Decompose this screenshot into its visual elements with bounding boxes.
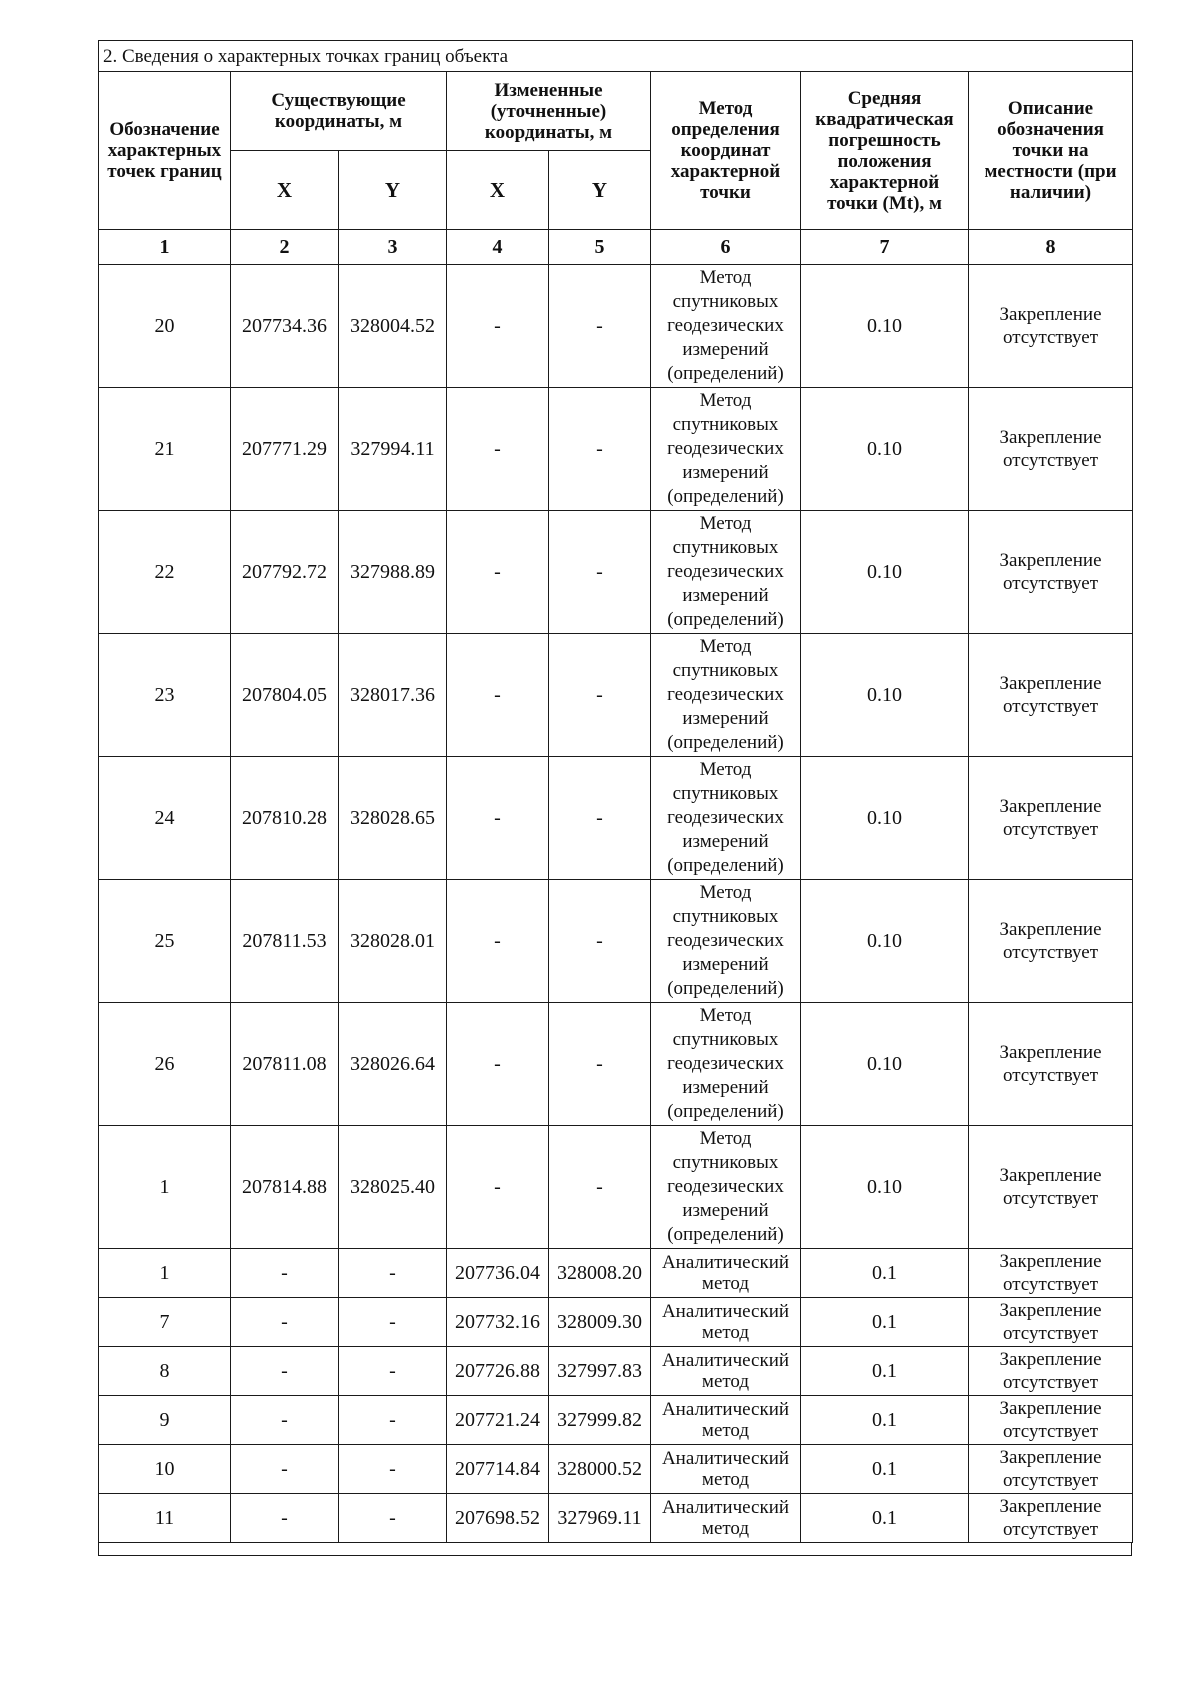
changed-y-cell: 328000.52 — [549, 1445, 651, 1494]
table-row — [99, 880, 1133, 1003]
column-number: 3 — [339, 230, 447, 265]
description-cell: Закрепление отсутствует — [969, 265, 1133, 388]
existing-y-cell: - — [339, 1396, 447, 1445]
method-cell: Аналитический метод — [651, 1347, 801, 1396]
header-error: Средняя квадратическая погрешность положения характерной точки (Mt), м — [801, 72, 969, 230]
section-title: 2. Сведения о характерных точках границ объекта — [99, 41, 1133, 72]
error-cell: 0.10 — [801, 1003, 969, 1126]
description-cell: Закрепление отсутствует — [969, 1396, 1133, 1445]
method-cell: Аналитический метод — [651, 1445, 801, 1494]
point-designation-cell: 23 — [99, 634, 231, 757]
description-cell: Закрепление отсутствует — [969, 511, 1133, 634]
header-existing-coordinates: Существующие координаты, м — [231, 72, 447, 151]
error-cell: 0.10 — [801, 757, 969, 880]
point-designation-cell: 24 — [99, 757, 231, 880]
changed-y-cell: - — [549, 1126, 651, 1249]
error-cell: 0.1 — [801, 1298, 969, 1347]
existing-x-cell: - — [231, 1249, 339, 1298]
table-row — [99, 1445, 1133, 1494]
changed-x-cell: - — [447, 757, 549, 880]
changed-x-cell: 207721.24 — [447, 1396, 549, 1445]
point-designation-cell: 7 — [99, 1298, 231, 1347]
description-cell: Закрепление отсутствует — [969, 880, 1133, 1003]
table-row — [99, 757, 1133, 880]
description-cell: Закрепление отсутствует — [969, 1298, 1133, 1347]
error-cell: 0.10 — [801, 1126, 969, 1249]
table-row — [99, 634, 1133, 757]
header-method: Метод определения координат характерной точки — [651, 72, 801, 230]
method-cell: Метод спутниковых геодезических измерений (определений) — [651, 1126, 801, 1249]
existing-y-cell: - — [339, 1445, 447, 1494]
header-changed-coordinates: Измененные (уточненные) координаты, м — [447, 72, 651, 151]
description-cell: Закрепление отсутствует — [969, 1347, 1133, 1396]
changed-y-cell: - — [549, 511, 651, 634]
changed-x-cell: 207726.88 — [447, 1347, 549, 1396]
existing-x-cell: 207811.08 — [231, 1003, 339, 1126]
method-cell: Аналитический метод — [651, 1298, 801, 1347]
error-cell: 0.1 — [801, 1347, 969, 1396]
error-cell: 0.1 — [801, 1445, 969, 1494]
point-designation-cell: 26 — [99, 1003, 231, 1126]
header-changed-x: X — [447, 151, 549, 230]
changed-y-cell: 328008.20 — [549, 1249, 651, 1298]
column-number: 1 — [99, 230, 231, 265]
description-cell: Закрепление отсутствует — [969, 1126, 1133, 1249]
table-body — [99, 265, 1133, 1543]
method-cell: Аналитический метод — [651, 1494, 801, 1543]
method-cell: Метод спутниковых геодезических измерений (определений) — [651, 1003, 801, 1126]
error-cell: 0.10 — [801, 511, 969, 634]
existing-y-cell: - — [339, 1298, 447, 1347]
error-cell: 0.10 — [801, 880, 969, 1003]
table-row — [99, 1249, 1133, 1298]
table-bottom-border — [98, 1543, 1132, 1556]
point-designation-cell: 11 — [99, 1494, 231, 1543]
point-designation-cell: 1 — [99, 1249, 231, 1298]
method-cell: Аналитический метод — [651, 1396, 801, 1445]
existing-x-cell: - — [231, 1347, 339, 1396]
changed-y-cell: - — [549, 634, 651, 757]
changed-x-cell: - — [447, 634, 549, 757]
method-cell: Метод спутниковых геодезических измерений (определений) — [651, 265, 801, 388]
changed-x-cell: - — [447, 1003, 549, 1126]
changed-y-cell: 328009.30 — [549, 1298, 651, 1347]
boundary-points-table — [98, 40, 1133, 1543]
description-cell: Закрепление отсутствует — [969, 1003, 1133, 1126]
changed-y-cell: - — [549, 265, 651, 388]
document-sheet — [98, 40, 1132, 1556]
changed-y-cell: 327999.82 — [549, 1396, 651, 1445]
description-cell: Закрепление отсутствует — [969, 1494, 1133, 1543]
existing-x-cell: 207810.28 — [231, 757, 339, 880]
method-cell: Метод спутниковых геодезических измерений (определений) — [651, 757, 801, 880]
existing-y-cell: 328028.01 — [339, 880, 447, 1003]
error-cell: 0.10 — [801, 388, 969, 511]
table-row — [99, 1494, 1133, 1543]
point-designation-cell: 10 — [99, 1445, 231, 1494]
header-point-designation: Обозначение характерных точек границ — [99, 72, 231, 230]
changed-x-cell: 207698.52 — [447, 1494, 549, 1543]
point-designation-cell: 25 — [99, 880, 231, 1003]
error-cell: 0.10 — [801, 265, 969, 388]
existing-x-cell: 207771.29 — [231, 388, 339, 511]
column-numbers-row — [99, 230, 1133, 265]
changed-x-cell: - — [447, 880, 549, 1003]
point-designation-cell: 9 — [99, 1396, 231, 1445]
point-designation-cell: 1 — [99, 1126, 231, 1249]
existing-y-cell: - — [339, 1249, 447, 1298]
changed-y-cell: 327969.11 — [549, 1494, 651, 1543]
changed-x-cell: 207736.04 — [447, 1249, 549, 1298]
changed-y-cell: - — [549, 757, 651, 880]
changed-x-cell: 207714.84 — [447, 1445, 549, 1494]
table-row — [99, 1126, 1133, 1249]
existing-y-cell: 327994.11 — [339, 388, 447, 511]
table-row — [99, 511, 1133, 634]
existing-y-cell: - — [339, 1494, 447, 1543]
method-cell: Метод спутниковых геодезических измерений (определений) — [651, 634, 801, 757]
error-cell: 0.1 — [801, 1494, 969, 1543]
header-changed-y: Y — [549, 151, 651, 230]
method-cell: Метод спутниковых геодезических измерений (определений) — [651, 880, 801, 1003]
changed-y-cell: 327997.83 — [549, 1347, 651, 1396]
column-number: 6 — [651, 230, 801, 265]
changed-x-cell: 207732.16 — [447, 1298, 549, 1347]
error-cell: 0.1 — [801, 1249, 969, 1298]
table-row — [99, 388, 1133, 511]
method-cell: Аналитический метод — [651, 1249, 801, 1298]
column-number: 2 — [231, 230, 339, 265]
changed-y-cell: - — [549, 880, 651, 1003]
existing-y-cell: 328025.40 — [339, 1126, 447, 1249]
column-number: 7 — [801, 230, 969, 265]
existing-x-cell: 207804.05 — [231, 634, 339, 757]
description-cell: Закрепление отсутствует — [969, 757, 1133, 880]
header-existing-y: Y — [339, 151, 447, 230]
point-designation-cell: 20 — [99, 265, 231, 388]
table-row — [99, 1347, 1133, 1396]
table-row — [99, 1396, 1133, 1445]
method-cell: Метод спутниковых геодезических измерений (определений) — [651, 388, 801, 511]
existing-x-cell: - — [231, 1396, 339, 1445]
changed-y-cell: - — [549, 1003, 651, 1126]
existing-y-cell: 328026.64 — [339, 1003, 447, 1126]
changed-x-cell: - — [447, 265, 549, 388]
existing-y-cell: 328017.36 — [339, 634, 447, 757]
description-cell: Закрепление отсутствует — [969, 1445, 1133, 1494]
existing-x-cell: - — [231, 1298, 339, 1347]
existing-y-cell: - — [339, 1347, 447, 1396]
point-designation-cell: 8 — [99, 1347, 231, 1396]
existing-x-cell: 207734.36 — [231, 265, 339, 388]
existing-y-cell: 328028.65 — [339, 757, 447, 880]
existing-x-cell: 207811.53 — [231, 880, 339, 1003]
changed-y-cell: - — [549, 388, 651, 511]
description-cell: Закрепление отсутствует — [969, 388, 1133, 511]
changed-x-cell: - — [447, 1126, 549, 1249]
existing-x-cell: - — [231, 1494, 339, 1543]
changed-x-cell: - — [447, 388, 549, 511]
header-existing-x: X — [231, 151, 339, 230]
error-cell: 0.1 — [801, 1396, 969, 1445]
existing-y-cell: 328004.52 — [339, 265, 447, 388]
table-row — [99, 1298, 1133, 1347]
error-cell: 0.10 — [801, 634, 969, 757]
existing-y-cell: 327988.89 — [339, 511, 447, 634]
description-cell: Закрепление отсутствует — [969, 634, 1133, 757]
point-designation-cell: 22 — [99, 511, 231, 634]
table-row — [99, 265, 1133, 388]
method-cell: Метод спутниковых геодезических измерений (определений) — [651, 511, 801, 634]
table-row — [99, 1003, 1133, 1126]
changed-x-cell: - — [447, 511, 549, 634]
existing-x-cell: 207792.72 — [231, 511, 339, 634]
existing-x-cell: - — [231, 1445, 339, 1494]
column-number: 4 — [447, 230, 549, 265]
existing-x-cell: 207814.88 — [231, 1126, 339, 1249]
description-cell: Закрепление отсутствует — [969, 1249, 1133, 1298]
column-number: 5 — [549, 230, 651, 265]
column-number: 8 — [969, 230, 1133, 265]
header-description: Описание обозначения точки на местности (при наличии) — [969, 72, 1133, 230]
point-designation-cell: 21 — [99, 388, 231, 511]
